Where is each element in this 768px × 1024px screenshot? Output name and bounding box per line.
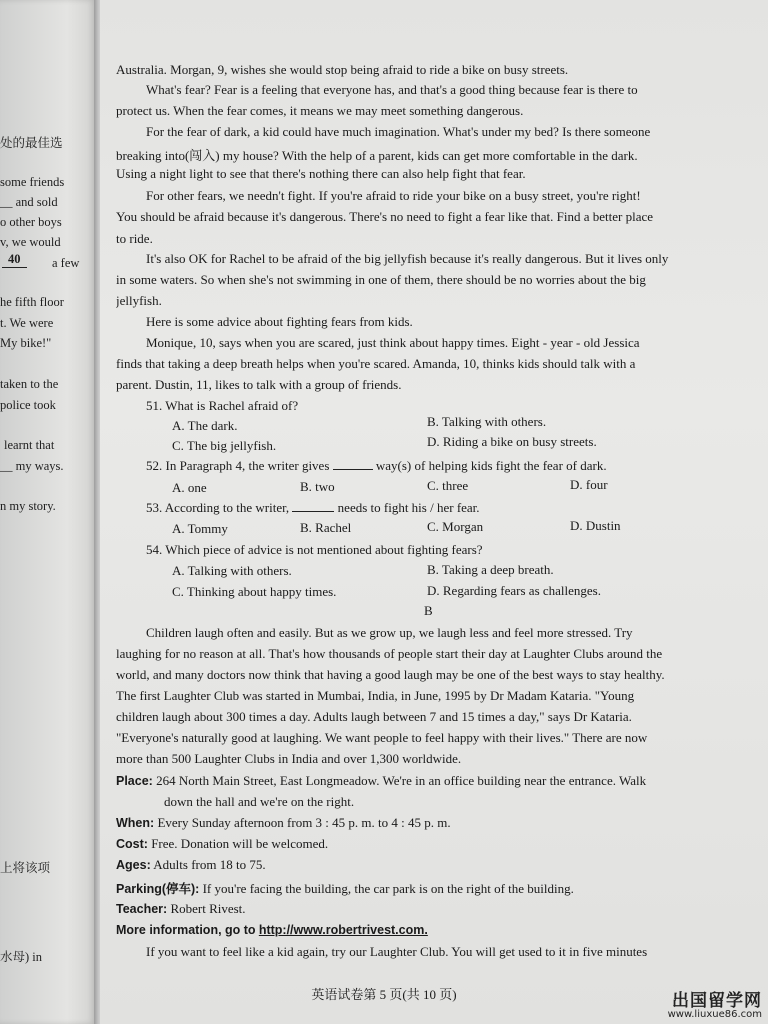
option-52-c: C. three bbox=[427, 478, 469, 493]
left-fragment: 上将该项 bbox=[0, 861, 51, 875]
left-fragment: o other boys bbox=[0, 215, 62, 229]
ages-label: Ages: bbox=[116, 858, 151, 872]
question-52-stem-pre: 52. In Paragraph 4, the writer gives bbox=[146, 458, 330, 473]
site-watermark bbox=[668, 986, 762, 1020]
left-fragment: 水母) in bbox=[0, 950, 43, 964]
passage-a-line: to ride. bbox=[116, 231, 153, 246]
option-51-d: D. Riding a bike on busy streets. bbox=[427, 434, 597, 449]
passage-a-line: protect us. When the fear comes, it means we may meet something dangerous. bbox=[116, 103, 524, 118]
left-fragment: 处的最佳选 bbox=[0, 136, 63, 150]
when-label: When: bbox=[116, 816, 155, 830]
teacher-label: Teacher: bbox=[116, 902, 168, 916]
left-fragment: police took bbox=[0, 398, 56, 412]
question-52-stem bbox=[146, 458, 607, 474]
passage-b-line: The first Laughter Club was started in Mumbai, India, in June, 1995 by Dr Madam Kataria. "Young bbox=[116, 688, 635, 703]
more-info-row bbox=[116, 922, 740, 938]
watermark-url: www.liuxue86.com bbox=[667, 1009, 762, 1020]
option-53-b: B. Rachel bbox=[300, 520, 352, 535]
question-54-stem: 54. Which piece of advice is not mentioned about fighting fears? bbox=[146, 542, 483, 557]
left-fragment: __ and sold bbox=[0, 195, 58, 209]
option-54-a: A. Talking with others. bbox=[172, 563, 292, 578]
left-fragment: learnt that bbox=[4, 438, 55, 452]
option-54-b: B. Taking a deep breath. bbox=[427, 562, 554, 577]
place-row bbox=[116, 773, 740, 789]
left-fragment: __ my ways. bbox=[0, 459, 64, 473]
passage-b-line: laughing for no reason at all. That's how thousands of people start their day at Laughter Clubs around the bbox=[116, 646, 663, 661]
passage-b-line: Children laugh often and easily. But as we grow up, we laugh less and feel more stressed. Try bbox=[146, 625, 633, 640]
place-text-line2: down the hall and we're on the right. bbox=[164, 794, 355, 809]
passage-a-line: jellyfish. bbox=[116, 293, 162, 308]
passage-a-line: What's fear? Fear is a feeling that everyone has, and that's a good thing because fear is there to bbox=[146, 82, 638, 97]
passage-a-line: Using a night light to see that there's nothing there can also help fight that fear. bbox=[116, 166, 526, 181]
parking-row bbox=[116, 879, 740, 897]
passage-a-line: Monique, 10, says when you are scared, just think about happy times. Eight - year - old Jessica bbox=[146, 335, 640, 350]
cost-row bbox=[116, 836, 740, 852]
section-b-heading: B bbox=[424, 603, 433, 618]
parking-text: If you're facing the building, the car park is on the right of the building. bbox=[202, 881, 574, 896]
watermark-title: 出国留学网 bbox=[672, 991, 762, 1011]
left-fragment: t. We were bbox=[0, 316, 54, 330]
left-answer-40: 40 bbox=[2, 252, 27, 268]
passage-a-line: finds that taking a deep breath helps when you're scared. Amanda, 10, thinks kids should talk with a bbox=[116, 356, 636, 371]
ages-text: Adults from 18 to 75. bbox=[153, 857, 266, 872]
more-info-label: More information, go to bbox=[116, 923, 256, 937]
teacher-text: Robert Rivest. bbox=[170, 901, 246, 916]
passage-a-line: breaking into(闯入) my house? With the help of a parent, kids can get more comfortable in the dark. bbox=[116, 148, 638, 163]
passage-b-line: "Everyone's naturally good at laughing. We want people to feel happy with their lives." There are now bbox=[116, 730, 648, 745]
passage-b-line: world, and many doctors now think that having a good laugh may be one of the best ways to stay healthy. bbox=[116, 667, 665, 682]
passage-b-line: more than 500 Laughter Clubs in India and over 1,300 worldwide. bbox=[116, 751, 462, 766]
left-fragment: a few bbox=[52, 256, 80, 270]
when-text: Every Sunday afternoon from 3 : 45 p. m. to 4 : 45 p. m. bbox=[157, 815, 451, 830]
left-fragment: n my story. bbox=[0, 499, 56, 513]
option-53-c: C. Morgan bbox=[427, 519, 484, 534]
passage-a-line: You should be afraid because it's dangerous. There's no need to fight a fear like that. Find a better place bbox=[116, 209, 654, 224]
website-link[interactable]: http://www.robertrivest.com. bbox=[258, 923, 428, 937]
teacher-row bbox=[116, 901, 740, 917]
passage-a-line: Here is some advice about fighting fears from kids. bbox=[146, 314, 413, 329]
question-52-stem-post: way(s) of helping kids fight the fear of dark. bbox=[375, 458, 607, 473]
option-53-d: D. Dustin bbox=[570, 518, 621, 533]
cost-text: Free. Donation will be welcomed. bbox=[151, 836, 329, 851]
cost-label: Cost: bbox=[116, 837, 148, 851]
passage-b-line: children laugh about 300 times a day. Adults laugh between 7 and 15 times a day," says Dr Kataria. bbox=[116, 709, 632, 724]
option-51-a: A. The dark. bbox=[172, 418, 238, 433]
option-53-a: A. Tommy bbox=[172, 521, 228, 536]
question-53-stem-pre: 53. According to the writer, bbox=[146, 500, 290, 515]
passage-a-line: It's also OK for Rachel to be afraid of the big jellyfish because it's really dangerous. But it lives only bbox=[146, 251, 669, 266]
option-51-c: C. The big jellyfish. bbox=[172, 438, 277, 453]
parking-label: Parking(停车): bbox=[116, 882, 200, 896]
question-53-stem-post: needs to fight his / her fear. bbox=[337, 500, 480, 515]
left-fragment: My bike!" bbox=[0, 336, 52, 350]
ages-row bbox=[116, 857, 740, 873]
option-54-d: D. Regarding fears as challenges. bbox=[427, 583, 601, 598]
passage-a-line: parent. Dustin, 11, likes to talk with a group of friends. bbox=[116, 377, 402, 392]
question-51-stem: 51. What is Rachel afraid of? bbox=[146, 398, 299, 413]
passage-a-line: Australia. Morgan, 9, wishes she would stop being afraid to ride a bike on busy streets. bbox=[116, 62, 569, 77]
option-52-d: D. four bbox=[570, 477, 608, 492]
option-51-b: B. Talking with others. bbox=[427, 414, 547, 429]
passage-a-line: For the fear of dark, a kid could have much imagination. What's under my bed? Is there someone bbox=[146, 124, 651, 139]
left-fragment: he fifth floor bbox=[0, 295, 64, 309]
passage-a-line: For other fears, we needn't fight. If you're afraid to ride your bike on a busy street, you're right! bbox=[146, 188, 641, 203]
passage-a-line: in some waters. So when she's not swimming in one of them, there should be no worries about the big bbox=[116, 272, 646, 287]
answer-blank bbox=[292, 511, 334, 512]
option-52-b: B. two bbox=[300, 479, 335, 494]
answer-blank bbox=[333, 469, 373, 470]
page-footer: 英语试卷第 5 页(共 10 页) bbox=[311, 987, 457, 1002]
option-52-a: A. one bbox=[172, 480, 207, 495]
when-row bbox=[116, 815, 740, 831]
place-label: Place: bbox=[116, 774, 153, 788]
option-54-c: C. Thinking about happy times. bbox=[172, 584, 337, 599]
left-fragment: v, we would bbox=[0, 235, 61, 249]
left-fragment: taken to the bbox=[0, 377, 59, 391]
question-53-stem bbox=[146, 500, 480, 516]
place-text: 264 North Main Street, East Longmeadow. We're in an office building near the entrance. Walk bbox=[156, 773, 647, 788]
passage-b-last-line: If you want to feel like a kid again, try our Laughter Club. You will get used to it in five minutes bbox=[146, 944, 648, 959]
left-fragment: some friends bbox=[0, 175, 65, 189]
